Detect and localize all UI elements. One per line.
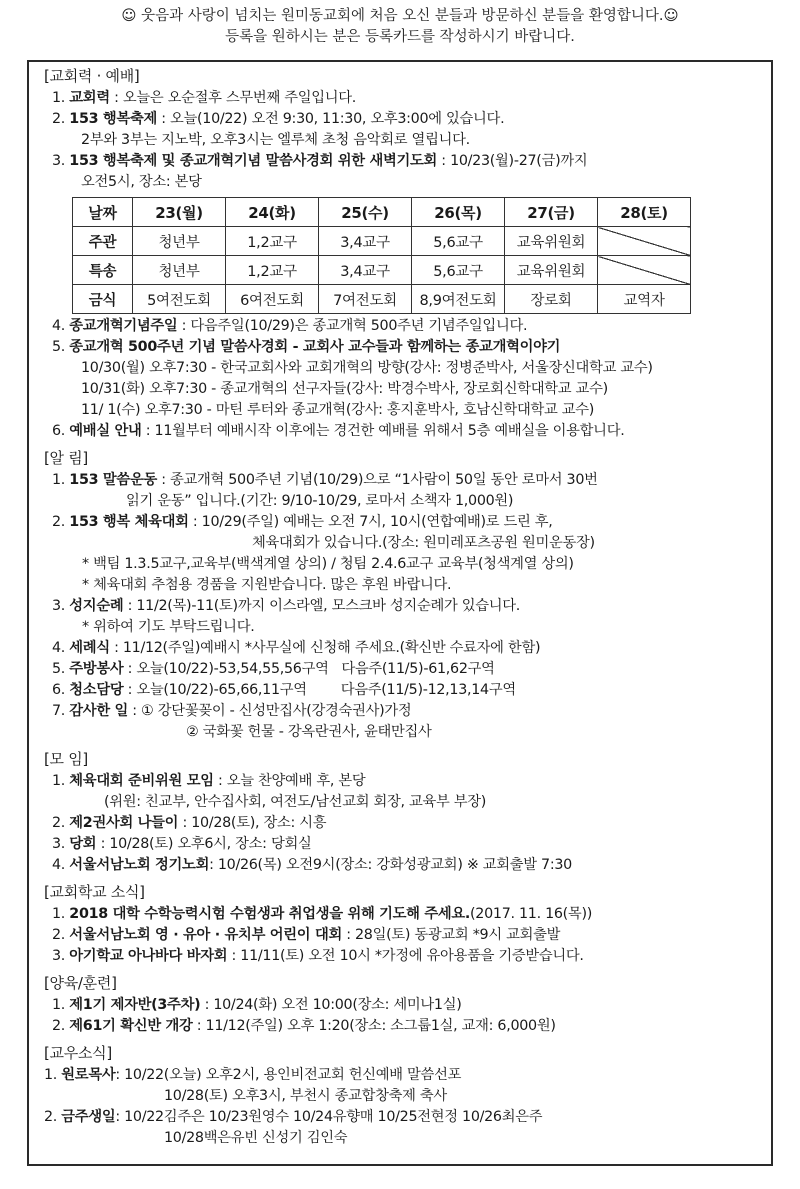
table-cell: 3,4교구 [319, 256, 412, 285]
table-header-cell: 25(수) [319, 198, 412, 227]
worship-item-4: 4. 종교개혁기념주일 : 다음주일(10/29)은 종교개혁 500주년 기념주일입니다. [52, 318, 528, 334]
table-cell: 5,6교구 [412, 256, 505, 285]
section-header-members: [교우소식] [44, 1044, 112, 1062]
table-header-cell: 24(화) [226, 198, 319, 227]
worship-item-3: 3. 153 행복축제 및 종교개혁기념 말씀사경회 위한 새벽기도회 : 10/23(월)-27(금)까지 [52, 153, 588, 169]
members-item-2-cont: 10/28백은유빈 신성기 김인숙 [164, 1130, 348, 1146]
lecture-line: 10/31(화) 오후7:30 - 종교개혁의 선구자들(강사: 박경수박사, 장로회신학대학교 교수) [81, 381, 608, 397]
notice-item-5: 5. 주방봉사 : 오늘(10/22)-53,54,55,56구역 다음주(11/5)-61,62구역 [52, 661, 495, 677]
table-cell: 6여전도회 [226, 285, 319, 314]
meeting-item-3: 3. 당회 : 10/28(토) 오후6시, 장소: 당회실 [52, 836, 312, 852]
table-cell: 5여전도회 [133, 285, 226, 314]
meeting-item-1-cont: (위원: 친교부, 안수집사회, 여전도/남선교회 회장, 교육부 부장) [104, 794, 487, 810]
school-item-3: 3. 아기학교 아나바다 바자회 : 11/11(토) 오전 10시 *가정에 유아용품을 기증받습니다. [52, 948, 584, 964]
notice-item-7: 7. 감사한 일 : ① 강단꽃꽂이 - 신성만집사(강경숙권사)가정 [52, 703, 412, 719]
section-header-school: [교회학교 소식] [44, 883, 145, 901]
meeting-item-4: 4. 서울서남노회 정기노회: 10/26(목) 오전9시(장소: 강화성광교회) ※ 교회출발 7:30 [52, 857, 572, 873]
section-header-notice: [알 림] [44, 449, 88, 467]
greeting-line-1: ☺ 웃음과 사랑이 넘치는 원미동교회에 처음 오신 분들과 방문하신 분들을 환영합니다.☺ [121, 8, 679, 24]
notice-item-1-cont: 읽기 운동” 입니다.(기간: 9/10-10/29, 로마서 소책자 1,000원) [126, 493, 514, 509]
bulletin-content [44, 64, 766, 1149]
table-cell: 교육위원회 [505, 256, 598, 285]
notice-item-3-note: * 위하여 기도 부탁드립니다. [82, 619, 255, 635]
section-header-worship: [교회력 · 예배] [44, 67, 140, 85]
members-item-1: 1. 원로목사: 10/22(오늘) 오후2시, 용인비전교회 헌신예배 말씀선포 [44, 1067, 462, 1083]
worship-item-3-cont: 오전5시, 장소: 본당 [81, 174, 202, 190]
table-cell: 1,2교구 [226, 227, 319, 256]
notice-item-2-note: * 백팀 1.3.5교구,교육부(백색계열 상의) / 청팀 2.4.6교구 교육부(청색계열 상의) [82, 556, 574, 572]
table-cell: 금식 [73, 285, 133, 314]
notice-item-7-cont: ② 국화꽃 헌물 - 강옥란권사, 윤태만집사 [186, 724, 432, 740]
table-header-cell: 23(월) [133, 198, 226, 227]
table-cell: 7여전도회 [319, 285, 412, 314]
table-header-cell: 28(토) [598, 198, 691, 227]
notice-item-2-cont: 체육대회가 있습니다.(장소: 원미레포츠공원 원미운동장) [252, 535, 595, 551]
table-cell-empty [598, 256, 691, 285]
table-cell: 교역자 [598, 285, 691, 314]
dawn-prayer-schedule-table [72, 197, 691, 314]
school-item-2: 2. 서울서남노회 영 · 유아 · 유치부 어린이 대회 : 28일(토) 동광교회 *9시 교회출발 [52, 927, 561, 943]
table-cell: 청년부 [133, 227, 226, 256]
table-cell: 주관 [73, 227, 133, 256]
members-item-1-cont: 10/28(토) 오후3시, 부천시 종교합창축제 축사 [164, 1088, 447, 1104]
worship-item-2-cont: 2부와 3부는 지노박, 오후3시는 엘루체 초청 음악회로 열립니다. [81, 132, 470, 148]
notice-item-2: 2. 153 행복 체육대회 : 10/29(주일) 예배는 오전 7시, 10시(연합예배)로 드린 후, [52, 514, 553, 530]
notice-item-3: 3. 성지순례 : 11/2(목)-11(토)까지 이스라엘, 모스크바 성지순례가 있습니다. [52, 598, 521, 614]
table-cell: 특송 [73, 256, 133, 285]
greeting-banner [20, 6, 780, 48]
school-item-1: 1. 2018 대학 수학능력시험 수험생과 취업생을 위해 기도해 주세요.(2017. 11. 16(목)) [52, 906, 593, 922]
worship-item-6: 6. 예배실 안내 : 11월부터 예배시작 이후에는 경건한 예배를 위해서 5층 예배실을 이용합니다. [52, 423, 625, 439]
table-row [73, 227, 691, 256]
table-cell: 1,2교구 [226, 256, 319, 285]
table-header-cell: 27(금) [505, 198, 598, 227]
section-header-meeting: [모 임] [44, 750, 88, 768]
lecture-line: 10/30(월) 오후7:30 - 한국교회사와 교회개혁의 방향(강사: 정병준박사, 서울장신대학교 교수) [81, 360, 653, 376]
table-cell: 청년부 [133, 256, 226, 285]
worship-item-5: 5. 종교개혁 500주년 기념 말씀사경회 - 교회사 교수들과 함께하는 종교개혁이야기 [52, 339, 561, 355]
training-item-1: 1. 제1기 제자반(3주차) : 10/24(화) 오전 10:00(장소: 세미나1실) [52, 997, 462, 1013]
notice-item-2-note: * 체육대회 추첨용 경품을 지원받습니다. 많은 후원 바랍니다. [82, 577, 452, 593]
table-row [73, 256, 691, 285]
greeting-line-2: 등록을 원하시는 분은 등록카드를 작성하시기 바랍니다. [225, 29, 575, 45]
notice-item-6: 6. 청소담당 : 오늘(10/22)-65,66,11구역 다음주(11/5)-12,13,14구역 [52, 682, 516, 698]
section-header-training: [양육/훈련] [44, 974, 117, 992]
table-cell: 교육위원회 [505, 227, 598, 256]
worship-item-1: 1. 교회력 : 오늘은 오순절후 스무번째 주일입니다. [52, 90, 356, 106]
training-item-2: 2. 제61기 확신반 개강 : 11/12(주일) 오후 1:20(장소: 소그룹1실, 교재: 6,000원) [52, 1018, 556, 1034]
members-item-2: 2. 금주생일: 10/22김주은 10/23원영수 10/24유향매 10/25전현정 10/26최은주 [44, 1109, 543, 1125]
table-cell: 8,9여전도회 [412, 285, 505, 314]
table-cell-empty [598, 227, 691, 256]
table-header-cell: 날짜 [73, 198, 133, 227]
table-row [73, 285, 691, 314]
table-cell: 장로회 [505, 285, 598, 314]
notice-item-1: 1. 153 말씀운동 : 종교개혁 500주년 기념(10/29)으로 “1사람이 50일 동안 로마서 30번 [52, 472, 598, 488]
meeting-item-2: 2. 제2권사회 나들이 : 10/28(토), 장소: 시흥 [52, 815, 327, 831]
meeting-item-1: 1. 체육대회 준비위원 모임 : 오늘 찬양예배 후, 본당 [52, 773, 366, 789]
lecture-line: 11/ 1(수) 오후7:30 - 마틴 루터와 종교개혁(강사: 홍지훈박사, 호남신학대학교 교수) [81, 402, 595, 418]
notice-item-4: 4. 세례식 : 11/12(주일)예배시 *사무실에 신청해 주세요.(확신반 수료자에 한함) [52, 640, 541, 656]
worship-item-2: 2. 153 행복축제 : 오늘(10/22) 오전 9:30, 11:30, 오후3:00에 있습니다. [52, 111, 505, 127]
table-cell: 3,4교구 [319, 227, 412, 256]
table-header-cell: 26(목) [412, 198, 505, 227]
table-header-row [73, 198, 691, 227]
table-cell: 5,6교구 [412, 227, 505, 256]
